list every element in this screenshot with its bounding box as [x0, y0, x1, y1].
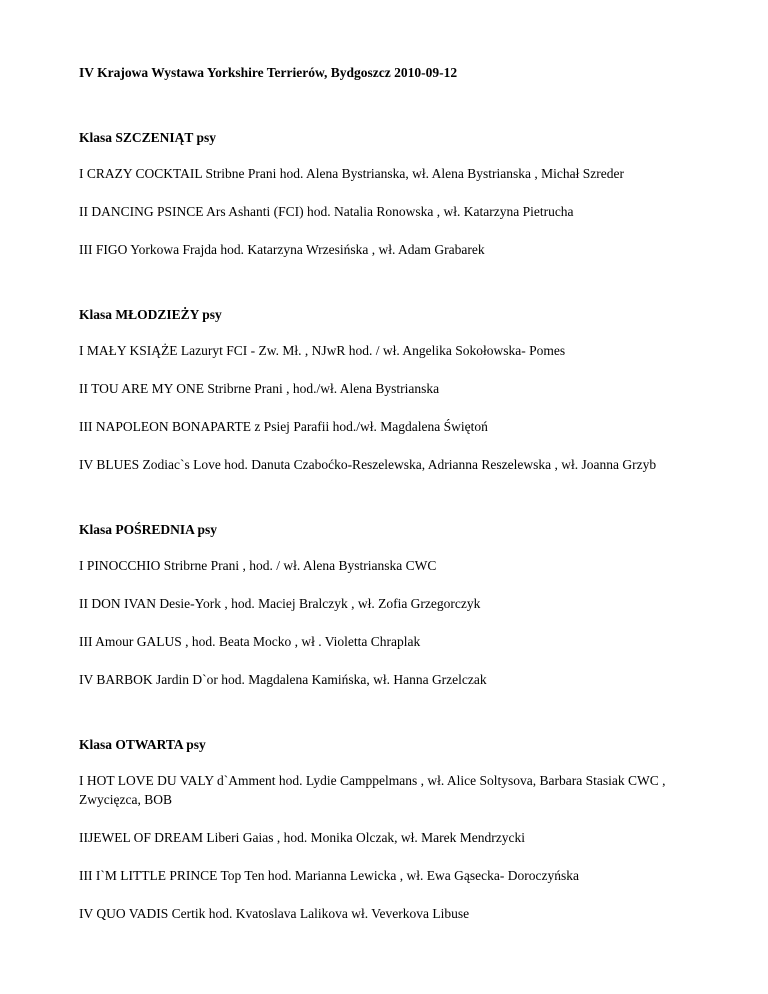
- result-entry: II DON IVAN Desie-York , hod. Maciej Bralczyk , wł. Zofia Grzegorczyk: [79, 596, 481, 611]
- result-entry: III FIGO Yorkowa Frajda hod. Katarzyna Wrzesińska , wł. Adam Grabarek: [79, 242, 485, 257]
- section-heading: Klasa MŁODZIEŻY psy: [79, 307, 222, 322]
- document-page: [79, 63, 699, 923]
- result-entry: III NAPOLEON BONAPARTE z Psiej Parafii hod./wł. Magdalena Świętoń: [79, 419, 488, 434]
- result-entry: IIJEWEL OF DREAM Liberi Gaias , hod. Monika Olczak, wł. Marek Mendrzycki: [79, 830, 526, 845]
- result-entry: II TOU ARE MY ONE Stribrne Prani , hod./wł. Alena Bystrianska: [79, 381, 440, 396]
- result-entry: II DANCING PSINCE Ars Ashanti (FCI) hod. Natalia Ronowska , wł. Katarzyna Pietrucha: [79, 204, 574, 219]
- document-title: IV Krajowa Wystawa Yorkshire Terrierów, Bydgoszcz 2010-09-12: [79, 65, 458, 80]
- section-heading: Klasa POŚREDNIA psy: [79, 522, 218, 537]
- result-entry: IV BLUES Zodiac`s Love hod. Danuta Czabоćko-Reszelewska, Adrianna Reszelewska , wł. Joanna Grzyb: [79, 457, 657, 472]
- section-heading: Klasa OTWARTA psy: [79, 737, 206, 752]
- section-heading: Klasa SZCZENIĄT psy: [79, 130, 217, 145]
- result-entry: I HOT LOVE DU VALY d`Amment hod. Lydie Camppelmans , wł. Alice Soltysova, Barbara Stasiak CWC , Zwycięzca, BOB: [79, 773, 666, 807]
- result-entry: I CRAZY COCKTAIL Stribne Prani hod. Alena Bystrianska, wł. Alena Bystrianska , Michał Szreder: [79, 166, 624, 181]
- section-posrednia: [79, 520, 699, 689]
- result-entry: III I`M LITTLE PRINCE Top Ten hod. Marianna Lewicka , wł. Ewa Gąsecka- Doroczyńska: [79, 868, 579, 883]
- result-entry: IV BARBOK Jardin D`or hod. Magdalena Kamińska, wł. Hanna Grzelczak: [79, 672, 487, 687]
- result-entry: I PINOCCHIO Stribrne Prani , hod. / wł. Alena Bystrianska CWC: [79, 558, 437, 573]
- result-entry: I MAŁY KSIĄŻE Lazuryt FCI - Zw. Mł. , NJwR hod. / wł. Angelika Sokołowska- Pomes: [79, 343, 566, 358]
- result-entry: IV QUO VADIS Certik hod. Kvatoslava Lalikova wł. Veverkova Libuse: [79, 906, 470, 921]
- result-entry: III Amour GALUS , hod. Beata Mocko , wł . Violetta Chraplak: [79, 634, 421, 649]
- section-mlodziezy: [79, 305, 699, 474]
- section-szczeniat: [79, 128, 699, 259]
- section-otwarta: [79, 735, 699, 923]
